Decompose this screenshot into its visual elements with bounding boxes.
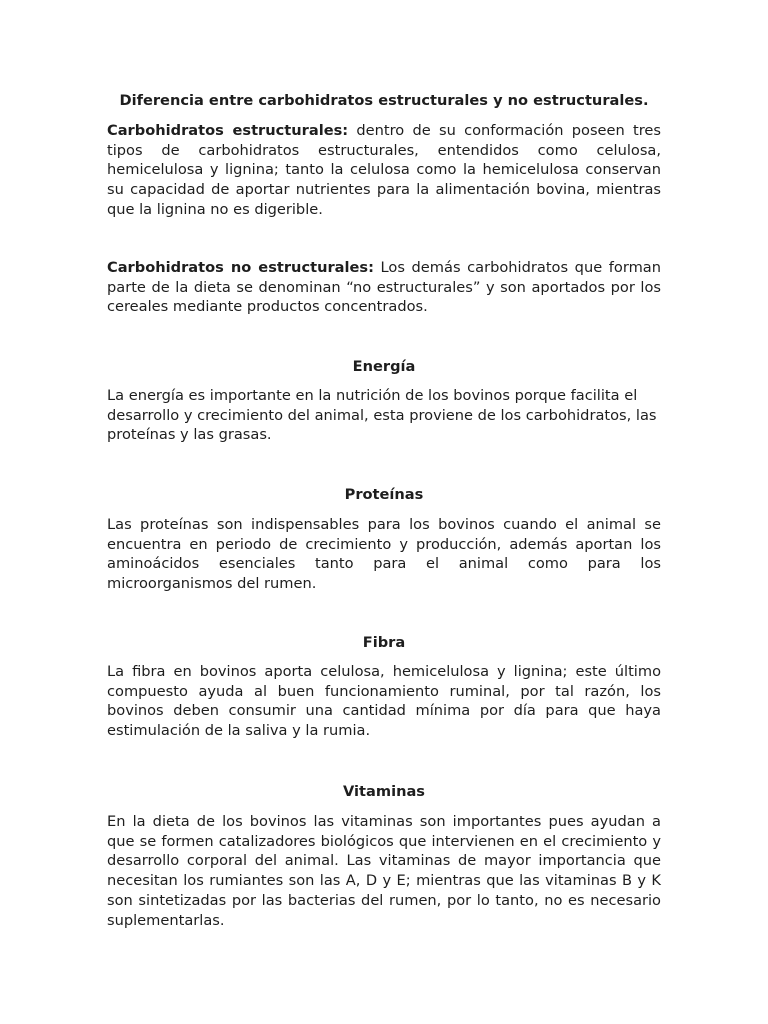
paragraph-energia: La energía es importante en la nutrición de los bovinos porque facilita el desarrollo y crecimiento del animal, esta proviene de los carbohidratos, las proteínas y las grasas. (107, 387, 657, 444)
heading-proteinas: Proteínas (344, 486, 424, 503)
paragraph-fibra: La fibra en bovinos aporta celulosa, hemicelulosa y lignina; este último compuesto ayuda al buen funcionamiento ruminal, por tal razón, los bovinos deben consumir una cantidad mínima por día para que haya estimulación de la saliva y la rumia. (107, 663, 661, 740)
structural-lead: Carbohidratos estructurales: (107, 122, 349, 139)
document-title: Diferencia entre carbohidratos estructurales y no estructurales. (119, 92, 649, 109)
paragraph-proteinas: Las proteínas son indispensables para los bovinos cuando el animal se encuentra en periodo de crecimiento y producción, además aportan los aminoácidos esenciales tanto para el animal como para los microorganismos del rumen. (107, 516, 661, 593)
heading-fibra: Fibra (362, 634, 406, 651)
structural-text: dentro de su conformación poseen tres tipos de carbohidratos estructurales, entendidos como celulosa, hemicelulosa y lignina; tanto la celulosa como la hemicelulosa conservan su capacidad de aportar nutrientes para la alimentación bovina, mientras que la lignina no es digerible. (107, 122, 661, 218)
non-structural-paragraph (107, 258, 661, 317)
heading-vitaminas: Vitaminas (343, 783, 425, 800)
structural-paragraph (107, 121, 661, 220)
heading-energia: Energía (352, 358, 416, 375)
non-structural-lead: Carbohidratos no estructurales: (107, 259, 374, 276)
paragraph-vitaminas: En la dieta de los bovinos las vitaminas son importantes pues ayudan a que se formen catalizadores biológicos que intervienen en el crecimiento y desarrollo corporal del animal. Las vitaminas de mayor importancia que necesitan los rumiantes son las A, D y E; mientras que las vitaminas B y K son sintetizadas por las bacterias del rumen, por lo tanto, no es necesario suplementarlas. (107, 813, 661, 929)
non-structural-text: Los demás carbohidratos que forman parte de la dieta se denominan “no estructurales” y son aportados por los cereales mediante productos concentrados. (107, 259, 661, 316)
